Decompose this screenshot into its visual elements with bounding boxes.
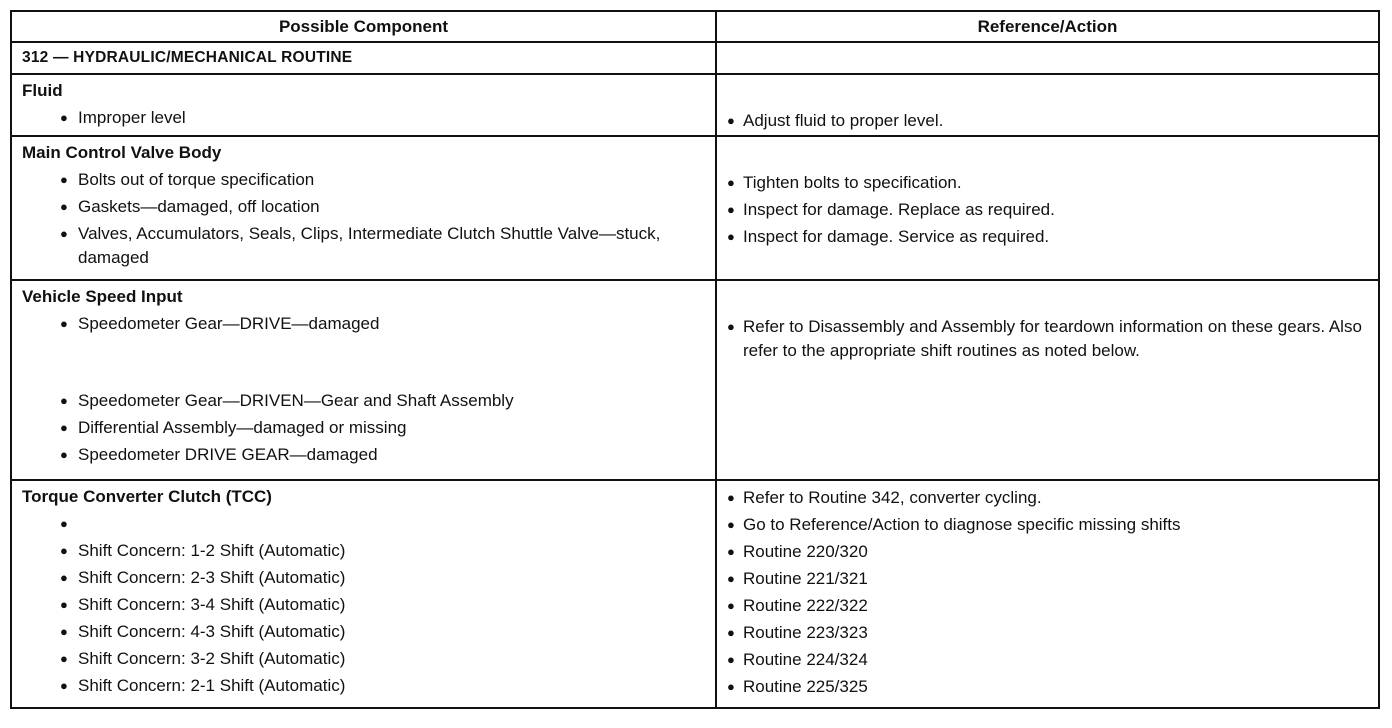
action-item [717,567,1378,591]
action-item [717,648,1378,672]
bullet-icon: ● [727,113,735,128]
item-text: Speedometer DRIVE GEAR—damaged [78,445,378,464]
bullet-icon: ● [60,570,68,585]
group-row-tcc [11,480,1379,708]
bullet-icon: ● [60,516,68,531]
action-item [717,198,1378,222]
list-item [12,168,715,192]
action-cell [716,280,1379,480]
item-text: Improper level [78,108,186,127]
bullet-icon: ● [727,175,735,190]
action-item [717,225,1378,249]
group-row-fluid [11,74,1379,136]
bullet-icon: ● [727,598,735,613]
action-item [717,109,1378,133]
bullet-icon: ● [727,229,735,244]
bullet-icon: ● [727,202,735,217]
list-item [12,416,715,440]
routine-row [11,42,1379,74]
list-item [12,566,715,590]
item-text: Bolts out of torque specification [78,170,315,189]
list-item [12,312,715,336]
item-text: Shift Concern: 2-1 Shift (Automatic) [78,676,346,695]
bullet-icon: ● [60,393,68,408]
bullet-icon: ● [727,571,735,586]
list-item [12,647,715,671]
bullet-icon: ● [60,172,68,187]
action-item [717,513,1378,537]
bullet-icon: ● [727,679,735,694]
item-text: Differential Assembly—damaged or missing [78,418,407,437]
bullet-icon: ● [60,678,68,693]
routine-action-empty [716,42,1379,74]
list-item [12,593,715,617]
bullet-icon: ● [727,652,735,667]
bullet-icon: ● [60,226,68,241]
bullet-icon: ● [60,651,68,666]
action-text: Tighten bolts to specification. [743,173,962,192]
group-row-valve-body [11,136,1379,280]
action-item [717,675,1378,699]
bullet-icon: ● [727,544,735,559]
action-text: Routine 224/324 [743,650,868,669]
action-text: Inspect for damage. Service as required. [743,227,1050,246]
action-cell [716,136,1379,280]
column-header-component: Possible Component [11,11,716,42]
column-header-action: Reference/Action [716,11,1379,42]
component-cell [11,280,716,480]
item-text: Gaskets—damaged, off location [78,197,320,216]
action-text: Refer to Disassembly and Assembly for teardown information on these gears. Also refer to the appropriate shift routines as noted below. [743,317,1362,360]
group-title: Torque Converter Clutch (TCC) [22,487,272,506]
action-item [717,621,1378,645]
header-row [11,11,1379,42]
action-text: Inspect for damage. Replace as required. [743,200,1055,219]
action-item [717,486,1378,510]
action-item [717,315,1378,363]
bullet-icon: ● [60,447,68,462]
bullet-icon: ● [727,625,735,640]
item-text: Shift Concern: 3-4 Shift (Automatic) [78,595,346,614]
action-text: Routine 223/323 [743,623,868,642]
action-text: Adjust fluid to proper level. [743,111,944,130]
item-text: Shift Concern: 3-2 Shift (Automatic) [78,649,346,668]
bullet-icon: ● [60,110,68,125]
list-item [12,512,715,536]
component-cell [11,480,716,708]
action-cell [716,74,1379,136]
list-item [12,620,715,644]
bullet-icon: ● [60,199,68,214]
list-item [12,106,715,130]
group-row-speed-input [11,280,1379,480]
item-text: Shift Concern: 4-3 Shift (Automatic) [78,622,346,641]
item-text: Valves, Accumulators, Seals, Clips, Intermediate Clutch Shuttle Valve—stuck, damaged [78,224,661,267]
action-text: Routine 225/325 [743,677,868,696]
action-text: Routine 220/320 [743,542,868,561]
action-item [717,540,1378,564]
action-cell [716,480,1379,708]
list-item [12,222,715,270]
list-item [12,443,715,467]
bullet-icon: ● [727,319,735,334]
list-item [12,389,715,413]
action-item [717,171,1378,195]
routine-title: 312 — HYDRAULIC/MECHANICAL ROUTINE [11,42,716,74]
action-text: Routine 221/321 [743,569,868,588]
bullet-icon: ● [60,420,68,435]
group-title: Vehicle Speed Input [22,287,183,306]
bullet-icon: ● [727,517,735,532]
list-item [12,674,715,698]
action-item [717,594,1378,618]
list-item [12,195,715,219]
list-item [12,539,715,563]
item-text: Shift Concern: 1-2 Shift (Automatic) [78,541,346,560]
item-text: Shift Concern: 2-3 Shift (Automatic) [78,568,346,587]
bullet-icon: ● [60,316,68,331]
group-title: Main Control Valve Body [22,143,222,162]
action-text: Refer to Routine 342, converter cycling. [743,488,1042,507]
item-text: Speedometer Gear—DRIVEN—Gear and Shaft Assembly [78,391,514,410]
bullet-icon: ● [60,597,68,612]
bullet-icon: ● [727,490,735,505]
component-cell [11,74,716,136]
item-text: Speedometer Gear—DRIVE—damaged [78,314,380,333]
action-text: Routine 222/322 [743,596,868,615]
component-cell [11,136,716,280]
diagnosis-table [10,10,1380,709]
bullet-icon: ● [60,624,68,639]
group-title: Fluid [22,81,63,100]
bullet-icon: ● [60,543,68,558]
action-text: Go to Reference/Action to diagnose specific missing shifts [743,515,1181,534]
